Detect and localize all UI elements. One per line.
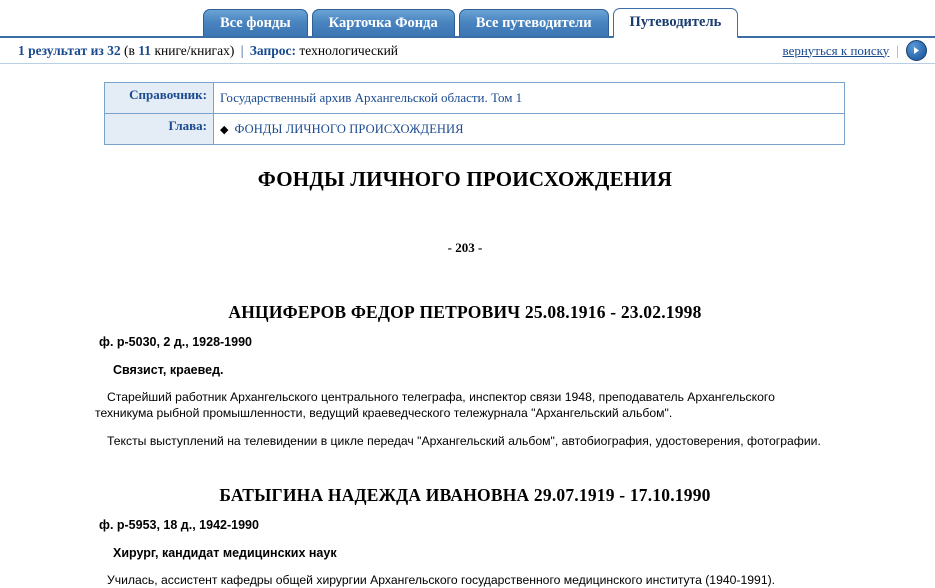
entry-role: Связист, краевед. bbox=[113, 363, 224, 377]
tab-all-funds[interactable]: Все фонды bbox=[203, 9, 308, 36]
document-title: ФОНДЫ ЛИЧНОГО ПРОИСХОЖДЕНИЯ bbox=[257, 167, 673, 191]
entry-role: Хирург, кандидат медицинских наук bbox=[113, 546, 337, 560]
page-number: - 203 - bbox=[447, 240, 483, 255]
reference-value[interactable]: Государственный архив Архангельской области. Том 1 bbox=[214, 83, 845, 114]
document-body bbox=[0, 167, 935, 588]
query-label: Запрос: bbox=[249, 42, 297, 58]
action-divider: | bbox=[896, 42, 899, 58]
guide-info-section bbox=[0, 64, 935, 145]
chapter-value-cell bbox=[214, 114, 845, 145]
entry-paragraph: Тексты выступлений на телевидении в цикле передач "Архангельский альбом", автобиография, удостоверения, фотографии. bbox=[107, 434, 821, 448]
tab-guide[interactable]: Путеводитель bbox=[613, 8, 739, 38]
back-to-search-link[interactable]: вернуться к поиску bbox=[782, 42, 890, 58]
result-summary bbox=[18, 43, 783, 59]
tab-all-guides[interactable]: Все путеводители bbox=[459, 9, 609, 36]
entry-title: БАТЫГИНА НАДЕЖДА ИВАНОВНА 29.07.1919 - 17.10.1990 bbox=[219, 485, 711, 505]
tab-bar bbox=[0, 0, 935, 38]
result-separator: | bbox=[240, 42, 244, 58]
right-arrow-icon[interactable] bbox=[906, 40, 927, 61]
entry-fund-meta: ф. р-5030, 2 д., 1928-1990 bbox=[99, 335, 252, 349]
entry-title: АНЦИФЕРОВ ФЕДОР ПЕТРОВИЧ 25.08.1916 - 23.02.1998 bbox=[228, 302, 702, 322]
table-row-chapter bbox=[105, 114, 845, 145]
entry-batygina bbox=[95, 485, 835, 588]
entry-paragraph: Училась, ассистент кафедры общей хирургии Архангельского государственного медицинского института (1940-1991). bbox=[107, 573, 776, 587]
books-count: 11 bbox=[138, 42, 152, 58]
diamond-bullet-icon: ◆ bbox=[220, 124, 229, 136]
books-open-paren: (в bbox=[124, 42, 135, 58]
query-value: технологический bbox=[299, 42, 399, 58]
result-actions bbox=[783, 40, 927, 61]
guide-info-table bbox=[104, 82, 845, 145]
tab-fund-card[interactable]: Карточка Фонда bbox=[312, 9, 455, 36]
entry-fund-meta: ф. р-5953, 18 д., 1942-1990 bbox=[99, 518, 259, 532]
result-status-bar bbox=[0, 38, 935, 64]
reference-label: Справочник: bbox=[105, 83, 214, 114]
entry-anciferov bbox=[95, 302, 835, 449]
table-row-reference bbox=[105, 83, 845, 114]
result-count-text: 1 результат из 32 bbox=[18, 42, 121, 58]
chapter-link[interactable]: ФОНДЫ ЛИЧНОГО ПРОИСХОЖДЕНИЯ bbox=[234, 122, 464, 136]
chapter-label: Глава: bbox=[105, 114, 214, 145]
entry-paragraph: Старейший работник Архангельского центрального телеграфа, инспектор связи 1948, преподаватель Архангельского техникума рыбной промышленности, ведущий краеведческого тележурнала "Архангельский альбом". bbox=[95, 390, 775, 420]
books-word: книге/книгах) bbox=[154, 42, 235, 58]
